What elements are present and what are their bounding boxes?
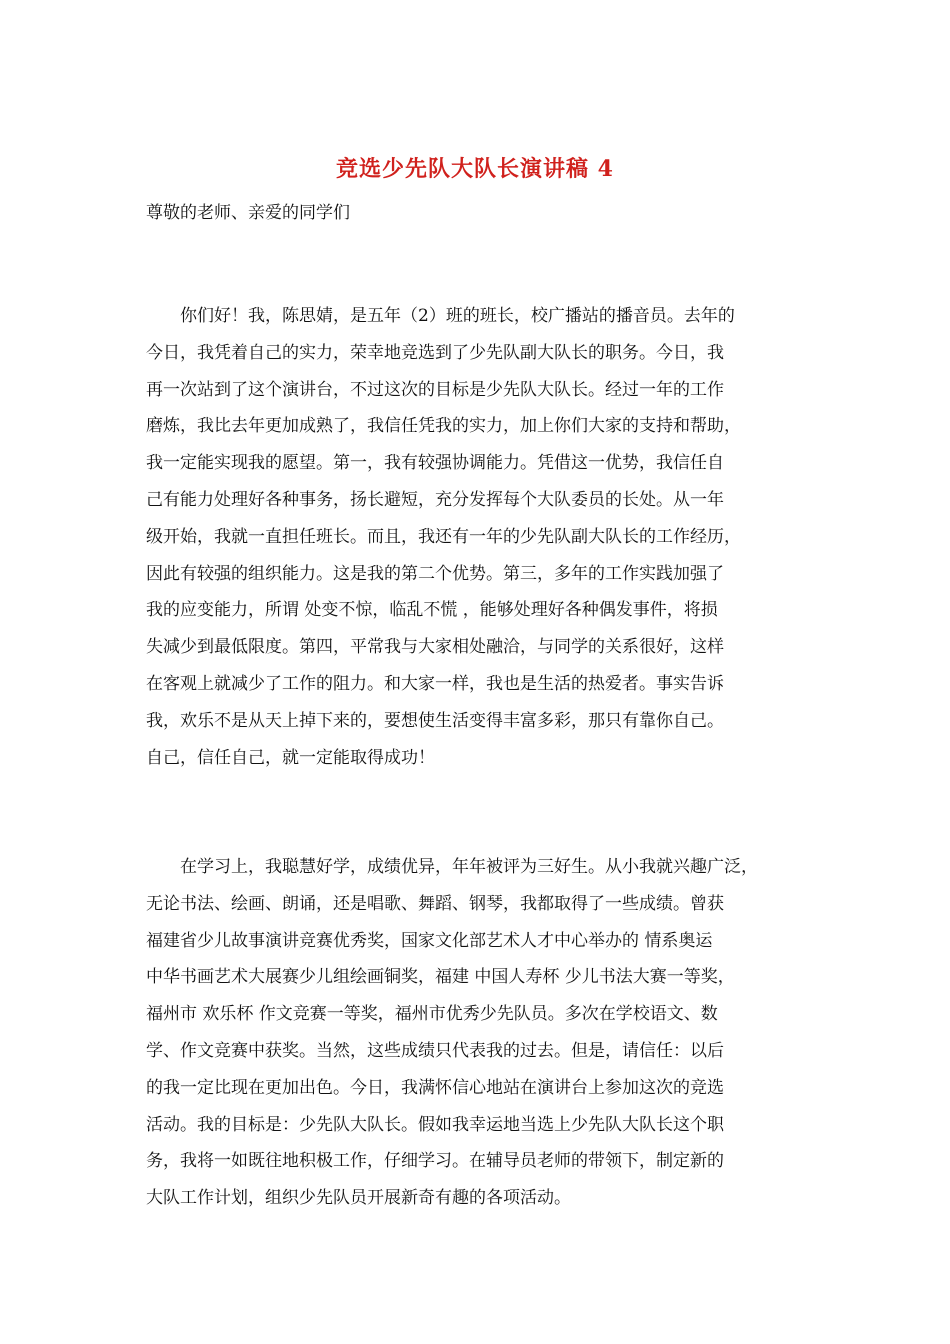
paragraph-line: 务，我将一如既往地积极工作，仔细学习。在辅导员老师的带领下，制定新的	[146, 1151, 724, 1172]
paragraph-line: 我的应变能力，所谓 处变不惊，临乱不慌 ，能够处理好各种偶发事件，将损	[146, 600, 718, 621]
paragraph-line: 失减少到最低限度。第四，平常我与大家相处融洽，与同学的关系很好，这样	[146, 637, 724, 658]
paragraph-line: 学、作文竞赛中获奖。当然，这些成绩只代表我的过去。但是，请信任：以后	[146, 1040, 724, 1061]
paragraph-line: 己有能力处理好各种事务，扬长避短，充分发挥每个大队委员的长处。从一年	[146, 489, 724, 510]
paragraph-line: 福州市 欢乐杯 作文竞赛一等奖，福州市优秀少先队员。多次在学校语文、数	[146, 1004, 718, 1025]
paragraph-line: 因此有较强的组织能力。这是我的第二个优势。第三，多年的工作实践加强了	[146, 563, 724, 584]
paragraph-line: 在客观上就减少了工作的阻力。和大家一样，我也是生活的热爱者。事实告诉	[146, 673, 724, 694]
paragraph-line: 今日，我凭着自己的实力，荣幸地竞选到了少先队副大队长的职务。今日，我	[146, 342, 724, 363]
paragraph-line: 在学习上，我聪慧好学，成绩优异，年年被评为三好生。从小我就兴趣广泛，	[146, 857, 758, 877]
paragraph-line: 你们好！我，陈思婧，是五年（2）班的班长，校广播站的播音员。去年的	[146, 306, 735, 326]
paragraph-2	[146, 849, 758, 1217]
paragraph-line: 中华书画艺术大展赛少儿组绘画铜奖，福建 中国人寿杯 少儿书法大赛一等奖，	[146, 967, 735, 988]
salutation: 尊敬的老师、亲爱的同学们	[146, 203, 350, 223]
paragraph-line: 磨炼，我比去年更加成熟了，我信任凭我的实力，加上你们大家的支持和帮助，	[146, 416, 741, 437]
paragraph-line: 我一定能实现我的愿望。第一，我有较强协调能力。凭借这一优势，我信任自	[146, 453, 724, 474]
document-title: 竞选少先队大队长演讲稿 4	[336, 156, 614, 182]
paragraph-line: 的我一定比现在更加出色。今日，我满怀信心地站在演讲台上参加这次的竞选	[146, 1077, 724, 1098]
paragraph-line: 级开始，我就一直担任班长。而且，我还有一年的少先队副大队长的工作经历，	[146, 526, 741, 547]
paragraph-line: 活动。我的目标是：少先队大队长。假如我幸运地当选上少先队大队长这个职	[146, 1114, 724, 1135]
paragraph-line: 再一次站到了这个演讲台，不过这次的目标是少先队大队长。经过一年的工作	[146, 379, 724, 400]
paragraph-line: 大队工作计划，组织少先队员开展新奇有趣的各项活动。	[146, 1188, 571, 1209]
paragraph-1	[146, 298, 741, 776]
paragraph-line: 无论书法、绘画、朗诵，还是唱歌、舞蹈、钢琴，我都取得了一些成绩。曾获	[146, 893, 724, 914]
paragraph-line: 福建省少儿故事演讲竞赛优秀奖，国家文化部艺术人才中心举办的 情系奥运	[146, 930, 713, 951]
paragraph-line: 自己，信任自己，就一定能取得成功！	[146, 747, 435, 768]
paragraph-line: 我，欢乐不是从天上掉下来的，要想使生活变得丰富多彩，那只有靠你自己。	[146, 710, 724, 731]
